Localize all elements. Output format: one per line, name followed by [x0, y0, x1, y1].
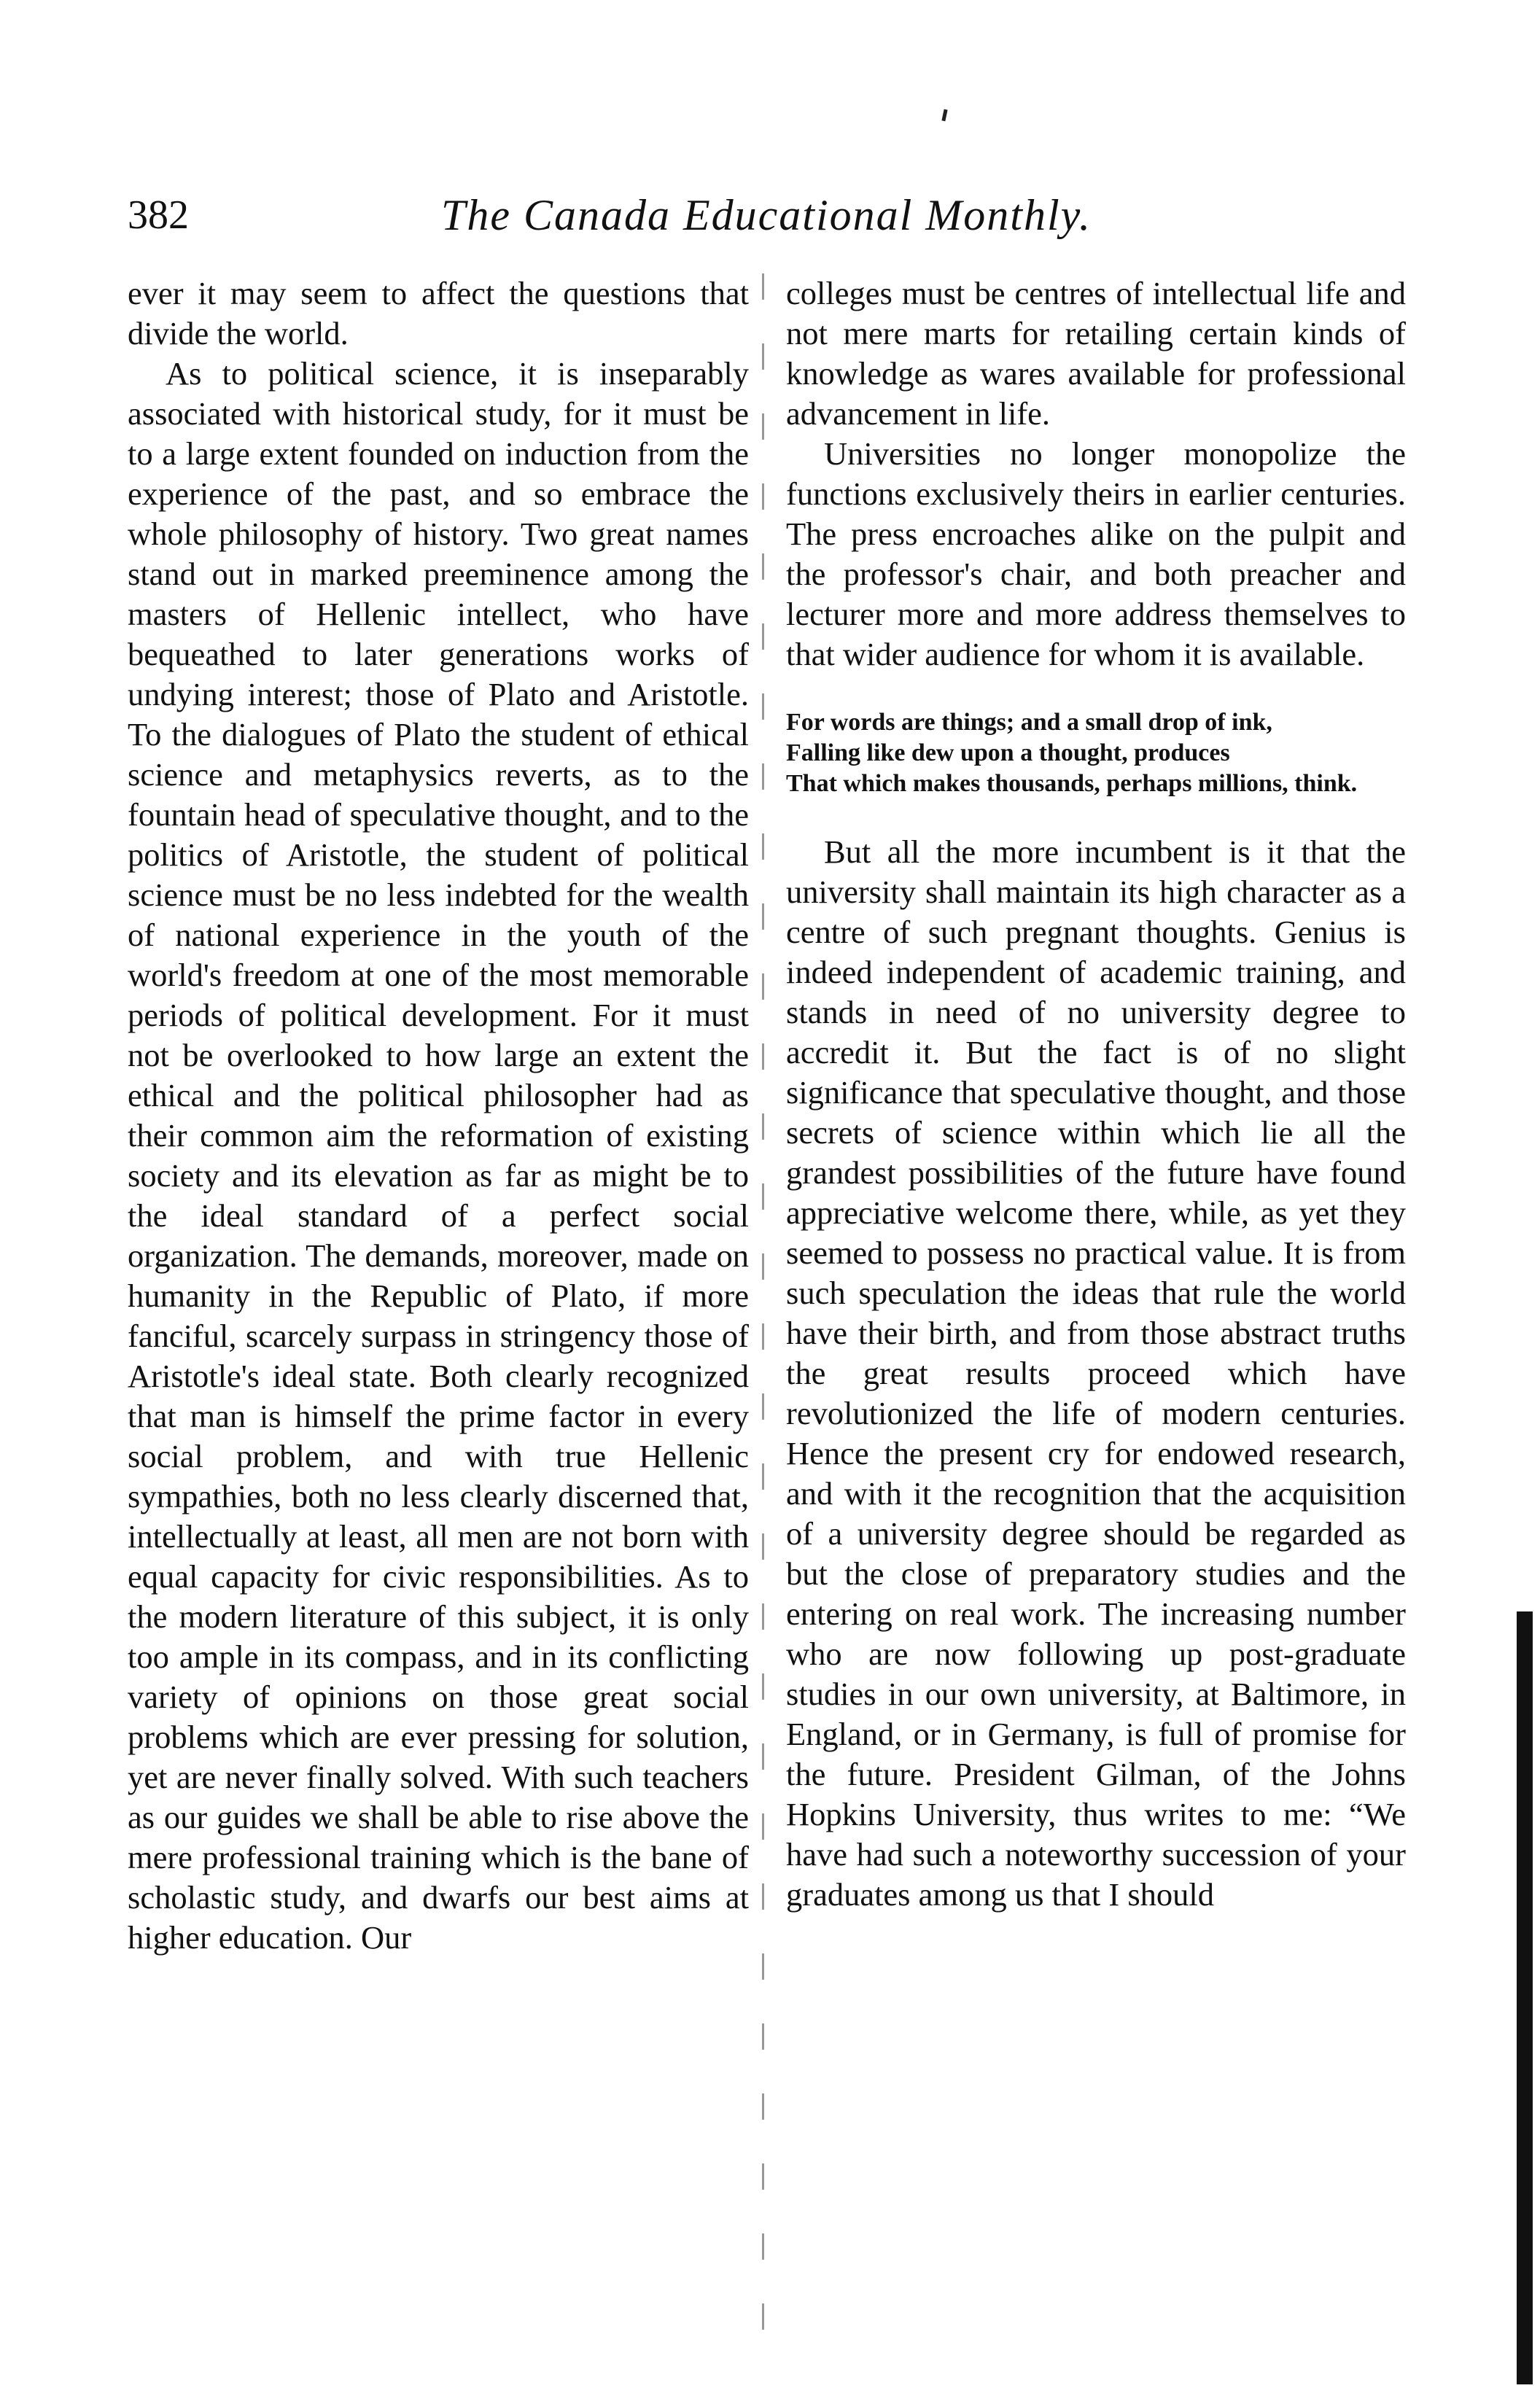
right-column — [786, 273, 1406, 1915]
scan-edge-shadow — [1517, 1611, 1533, 2384]
poem-line: For words are things; and a small drop of ink, — [786, 709, 1272, 736]
paragraph-colleges: colleges must be centres of intellectual life and not mere marts for retailing certain kinds of knowledge as wares available for professional advancement in life. — [786, 275, 1406, 432]
poem-line: Falling like dew upon a thought, produces — [786, 739, 1230, 766]
paragraph-political-science: As to political science, it is inseparably associated with historical study, for it must be to a large extent founded on induction from the experience of the past, and so embrace the whole philosophy of history. Two great names stand out in marked preeminence among the masters of Hellenic intellect, who have bequeathed to later generations works of undying interest; those of Plato and Aristotle. To the dialogues of Plato the student of ethical science and metaphysics reverts, as to the fountain head of speculative thought, and to the politics of Aristotle, the student of political science must be no less indebted for the wealth of national experience in the youth of the world's freedom at one of the most memorable periods of political development. For it must not be overlooked to how large an extent the ethical and the political philosopher had as their common aim the reformation of existing society and its elevation as far as might be to the ideal standard of a perfect social organization. The demands, moreover, made on humanity in the Republic of Plato, if more fanciful, scarcely surpass in stringency those of Aristotle's ideal state. Both clearly recognized that man is himself the prime factor in every social problem, and with true Hellenic sympathies, both no less clearly discerned that, intellectually at least, all men are not born with equal capacity for civic responsibilities. As to the modern literature of this subject, it is only too ample in its compass, and in its conflicting variety of opinions on those great social problems which are ever pressing for solution, yet are never finally solved. With such teachers as our guides we shall be able to rise above the mere professional training which is the bane of scholastic study, and dwarfs our best aims at higher education. Our — [128, 355, 749, 1956]
paragraph-continuation: ever it may seem to affect the questions that divide the world. — [128, 275, 749, 351]
poem-quotation — [786, 707, 1406, 799]
left-column — [128, 273, 749, 1958]
journal-title: The Canada Educational Monthly. — [441, 191, 1092, 239]
column-divider — [762, 273, 764, 2373]
running-header — [128, 186, 1404, 252]
paragraph-university-character: But all the more incumbent is it that the university shall maintain its high character as a centre of such pregnant thoughts. Genius is indeed independent of academic training, and stands in need of no university degree to accredit it. But the fact is of no slight significance that speculative thought, and those secrets of science within which lie all the grandest possibilities of the future have found appreciative welcome there, while, as yet they seemed to possess no practical value. It is from such speculation the ideas that rule the world have their birth, and from those abstract truths the great results proceed which have revolutionized the life of modern centuries. Hence the present cry for endowed research, and with it the recognition that the acquisition of a university degree should be regarded as but the close of preparatory studies and the entering on real work. The increasing number who are now following up post-graduate studies in our own university, at Baltimore, in England, or in Germany, is full of promise for the future. President Gilman, of the Johns Hopkins University, thus writes to me: “We have had such a noteworthy succession of your graduates among us that I should — [786, 833, 1406, 1913]
page-number: 382 — [128, 193, 189, 238]
paragraph-universities: Universities no longer monopolize the functions exclusively theirs in earlier centuries. The press encroaches alike on the pulpit and the professor's chair, and both preacher and lecturer more and more address themselves to that wider audience for whom it is available. — [786, 435, 1406, 672]
print-speck — [941, 109, 947, 122]
poem-line: That which makes thousands, perhaps millions, think. — [786, 770, 1358, 797]
